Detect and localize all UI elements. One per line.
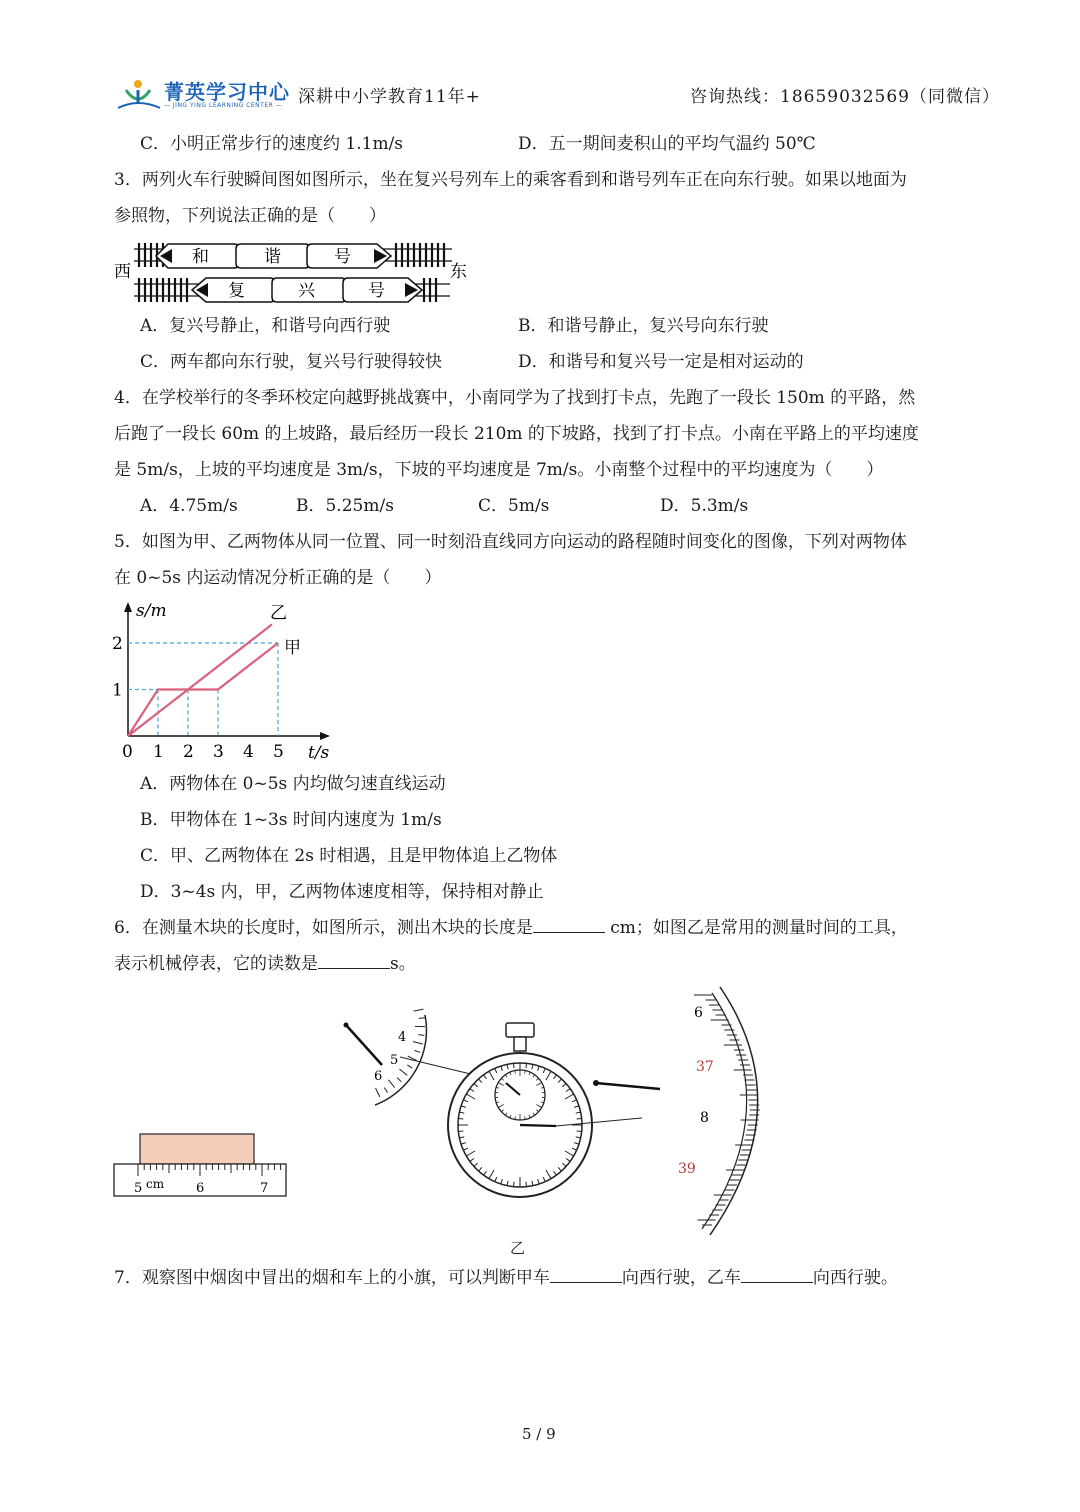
minute-arc-label-4: 4	[398, 1030, 407, 1045]
logo-icon	[116, 78, 162, 112]
dial-tick	[458, 1119, 463, 1120]
ruler-label-6: 6	[196, 1181, 205, 1196]
second-arc-label-37: 37	[696, 1059, 714, 1075]
q2-option-d: D．五一期间麦积山的平均气温约 50℃	[518, 134, 816, 154]
q6-stem-line1	[114, 916, 908, 940]
ruler-figure	[110, 1130, 292, 1200]
q4-stem-line2: 后跑了一段长 60m 的上坡路，最后经历一段长 210m 的下坡路，找到了打卡点。小南在平路上的平均速度	[114, 424, 919, 444]
q2-option-c: C．小明正常步行的速度约 1.1m/s	[140, 134, 404, 154]
minute-arc-label-5: 5	[390, 1053, 399, 1068]
x-tick-2: 2	[183, 742, 194, 762]
q6-stem-line2	[114, 952, 416, 976]
minute-arc-tick	[399, 1069, 407, 1075]
bottom-train-char-1: 复	[228, 281, 245, 301]
east-label: 东	[450, 262, 467, 282]
x-tick-1: 1	[153, 742, 164, 762]
stopwatch-stem	[514, 1037, 526, 1051]
q3-option-d: D．和谐号和复兴号一定是相对运动的	[518, 352, 804, 372]
q5-option-d: D．3~4s 内，甲，乙两物体速度相等，保持相对静止	[140, 882, 544, 902]
dial-tick	[514, 1182, 515, 1187]
wood-block	[140, 1134, 254, 1164]
figure-caption-yi: 乙	[510, 1239, 526, 1257]
q4-stem-line3: 是 5m/s，上坡的平均速度是 3m/s，下坡的平均速度是 7m/s。小南整个过程中的平均速度为（ ）	[114, 460, 884, 480]
q6-blank-length	[533, 916, 605, 933]
header	[0, 70, 1080, 120]
ruler-label-cm: cm	[146, 1177, 165, 1191]
minute-arc-tick	[384, 1088, 387, 1093]
dial-tick	[458, 1131, 463, 1132]
second-arc-label-39: 39	[678, 1161, 696, 1177]
q7-stem-part1: 7．观察图中烟囱中冒出的烟和车上的小旗，可以判断甲车	[114, 1268, 550, 1288]
second-arc-pointer	[596, 1083, 660, 1089]
second-arc-scale-outer	[710, 987, 758, 1235]
series-yi-line	[128, 624, 272, 736]
minute-arc-tick	[375, 1088, 379, 1097]
minute-arc-tick	[415, 1050, 421, 1052]
top-train-char-2: 谐	[264, 247, 281, 267]
ruler-label-7: 7	[260, 1181, 269, 1196]
q3-option-c: C．两车都向东行驶，复兴号行驶得较快	[140, 352, 443, 372]
st-graph	[108, 596, 338, 766]
second-hand	[520, 1125, 556, 1126]
q3-stem-line1: 3．两列火车行驶瞬间图如图所示，坐在复兴号列车上的乘客看到和谐号列车正在向东行驶。如果以地面为	[114, 170, 907, 190]
minute-arc-tick	[414, 1009, 424, 1011]
x-tick-5: 5	[273, 742, 284, 762]
minute-arc-label-6: 6	[374, 1069, 383, 1084]
minute-arc-tick	[418, 1035, 424, 1036]
minute-arc-tick	[389, 1080, 395, 1088]
bottom-train-char-2: 兴	[298, 281, 315, 301]
q6-stem-part4: s。	[390, 954, 416, 974]
q4-option-a: A．4.75m/s	[140, 496, 238, 516]
x-axis-arrow	[320, 732, 330, 740]
dial-tick	[526, 1063, 527, 1068]
dial-tick	[526, 1182, 527, 1187]
minute-arc-pointer	[346, 1025, 382, 1065]
minute-arc-tick	[407, 1065, 412, 1068]
q6-blank-time	[318, 952, 390, 969]
top-train-char-3: 号	[334, 247, 351, 267]
top-train-char-1: 和	[192, 247, 209, 267]
x-tick-4: 4	[243, 742, 254, 762]
q5-option-c: C．甲、乙两物体在 2s 时相遇，且是甲物体追上乙物体	[140, 846, 558, 866]
q7-stem-part2: 向西行驶，乙车	[621, 1268, 741, 1288]
q5-option-b: B．甲物体在 1~3s 时间内速度为 1m/s	[140, 810, 442, 830]
bottom-train-char-3: 号	[368, 281, 385, 301]
origin-label: 0	[122, 742, 133, 762]
q6-stem-part3: 表示机械停表，它的读数是	[114, 954, 318, 974]
x-tick-3: 3	[213, 742, 224, 762]
q5-stem-line2: 在 0~5s 内运动情况分析正确的是（ ）	[114, 568, 442, 588]
series-jia-label: 甲	[284, 638, 301, 658]
q3-option-b: B．和谐号静止，复兴号向东行驶	[518, 316, 769, 336]
q6-stem-part2: cm；如图乙是常用的测量时间的工具，	[610, 918, 908, 938]
q7-stem	[114, 1266, 898, 1290]
q3-stem-line2: 参照物，下列说法正确的是（ ）	[114, 206, 386, 226]
q5-option-a: A．两物体在 0~5s 内均做匀速直线运动	[140, 774, 446, 794]
q6-stem-part1: 6．在测量木块的长度时，如图所示，测出木块的长度是	[114, 918, 533, 938]
q4-option-c: C．5m/s	[478, 496, 550, 516]
dial-tick	[514, 1063, 515, 1068]
y-axis-arrow	[124, 602, 132, 612]
west-label: 西	[114, 262, 131, 282]
header-slogan: 深耕中小学教育11年+	[298, 87, 481, 107]
q7-stem-part3: 向西行驶。	[812, 1268, 898, 1288]
q7-blank-a	[550, 1266, 622, 1283]
second-arc-label-8: 8	[700, 1110, 709, 1126]
x-axis-label: t/s	[308, 743, 330, 763]
series-yi-label: 乙	[270, 603, 287, 624]
q3-option-a: A．复兴号静止，和谐号向西行驶	[140, 316, 391, 336]
header-hotline: 咨询热线：18659032569（同微信）	[690, 87, 1000, 107]
minute-arc-scale	[375, 1015, 426, 1105]
stopwatch-figure	[330, 985, 790, 1235]
page-number: 5 / 9	[522, 1425, 556, 1443]
y-tick-2: 2	[112, 634, 123, 654]
q4-stem-line1: 4．在学校举行的冬季环校定向越野挑战赛中，小南同学为了找到打卡点，先跑了一段长 150m 的平路，然	[114, 388, 916, 408]
logo-text: 菁英学习中心	[164, 80, 290, 104]
q4-option-d: D．5.3m/s	[660, 496, 749, 516]
dial-tick	[577, 1131, 582, 1132]
y-tick-1: 1	[112, 680, 123, 701]
stopwatch-crown	[506, 1023, 534, 1037]
dial-tick	[577, 1119, 582, 1120]
q7-blank-b	[741, 1266, 813, 1283]
train-figure	[112, 236, 472, 306]
minute-arc-tick	[413, 1042, 423, 1044]
second-arc-label-6: 6	[694, 1005, 703, 1021]
q4-option-b: B．5.25m/s	[296, 496, 394, 516]
logo-subtitle: — JING YING LEARNING CENTER —	[164, 102, 283, 109]
minute-arc-tick	[397, 1078, 401, 1082]
ruler-label-5: 5	[134, 1181, 143, 1196]
q5-stem-line1: 5．如图为甲、乙两物体从同一位置、同一时刻沿直线同方向运动的路程随时间变化的图像，下列对两物体	[114, 532, 907, 552]
y-axis-label: s/m	[136, 601, 167, 621]
minute-arc-tick	[419, 1018, 425, 1019]
